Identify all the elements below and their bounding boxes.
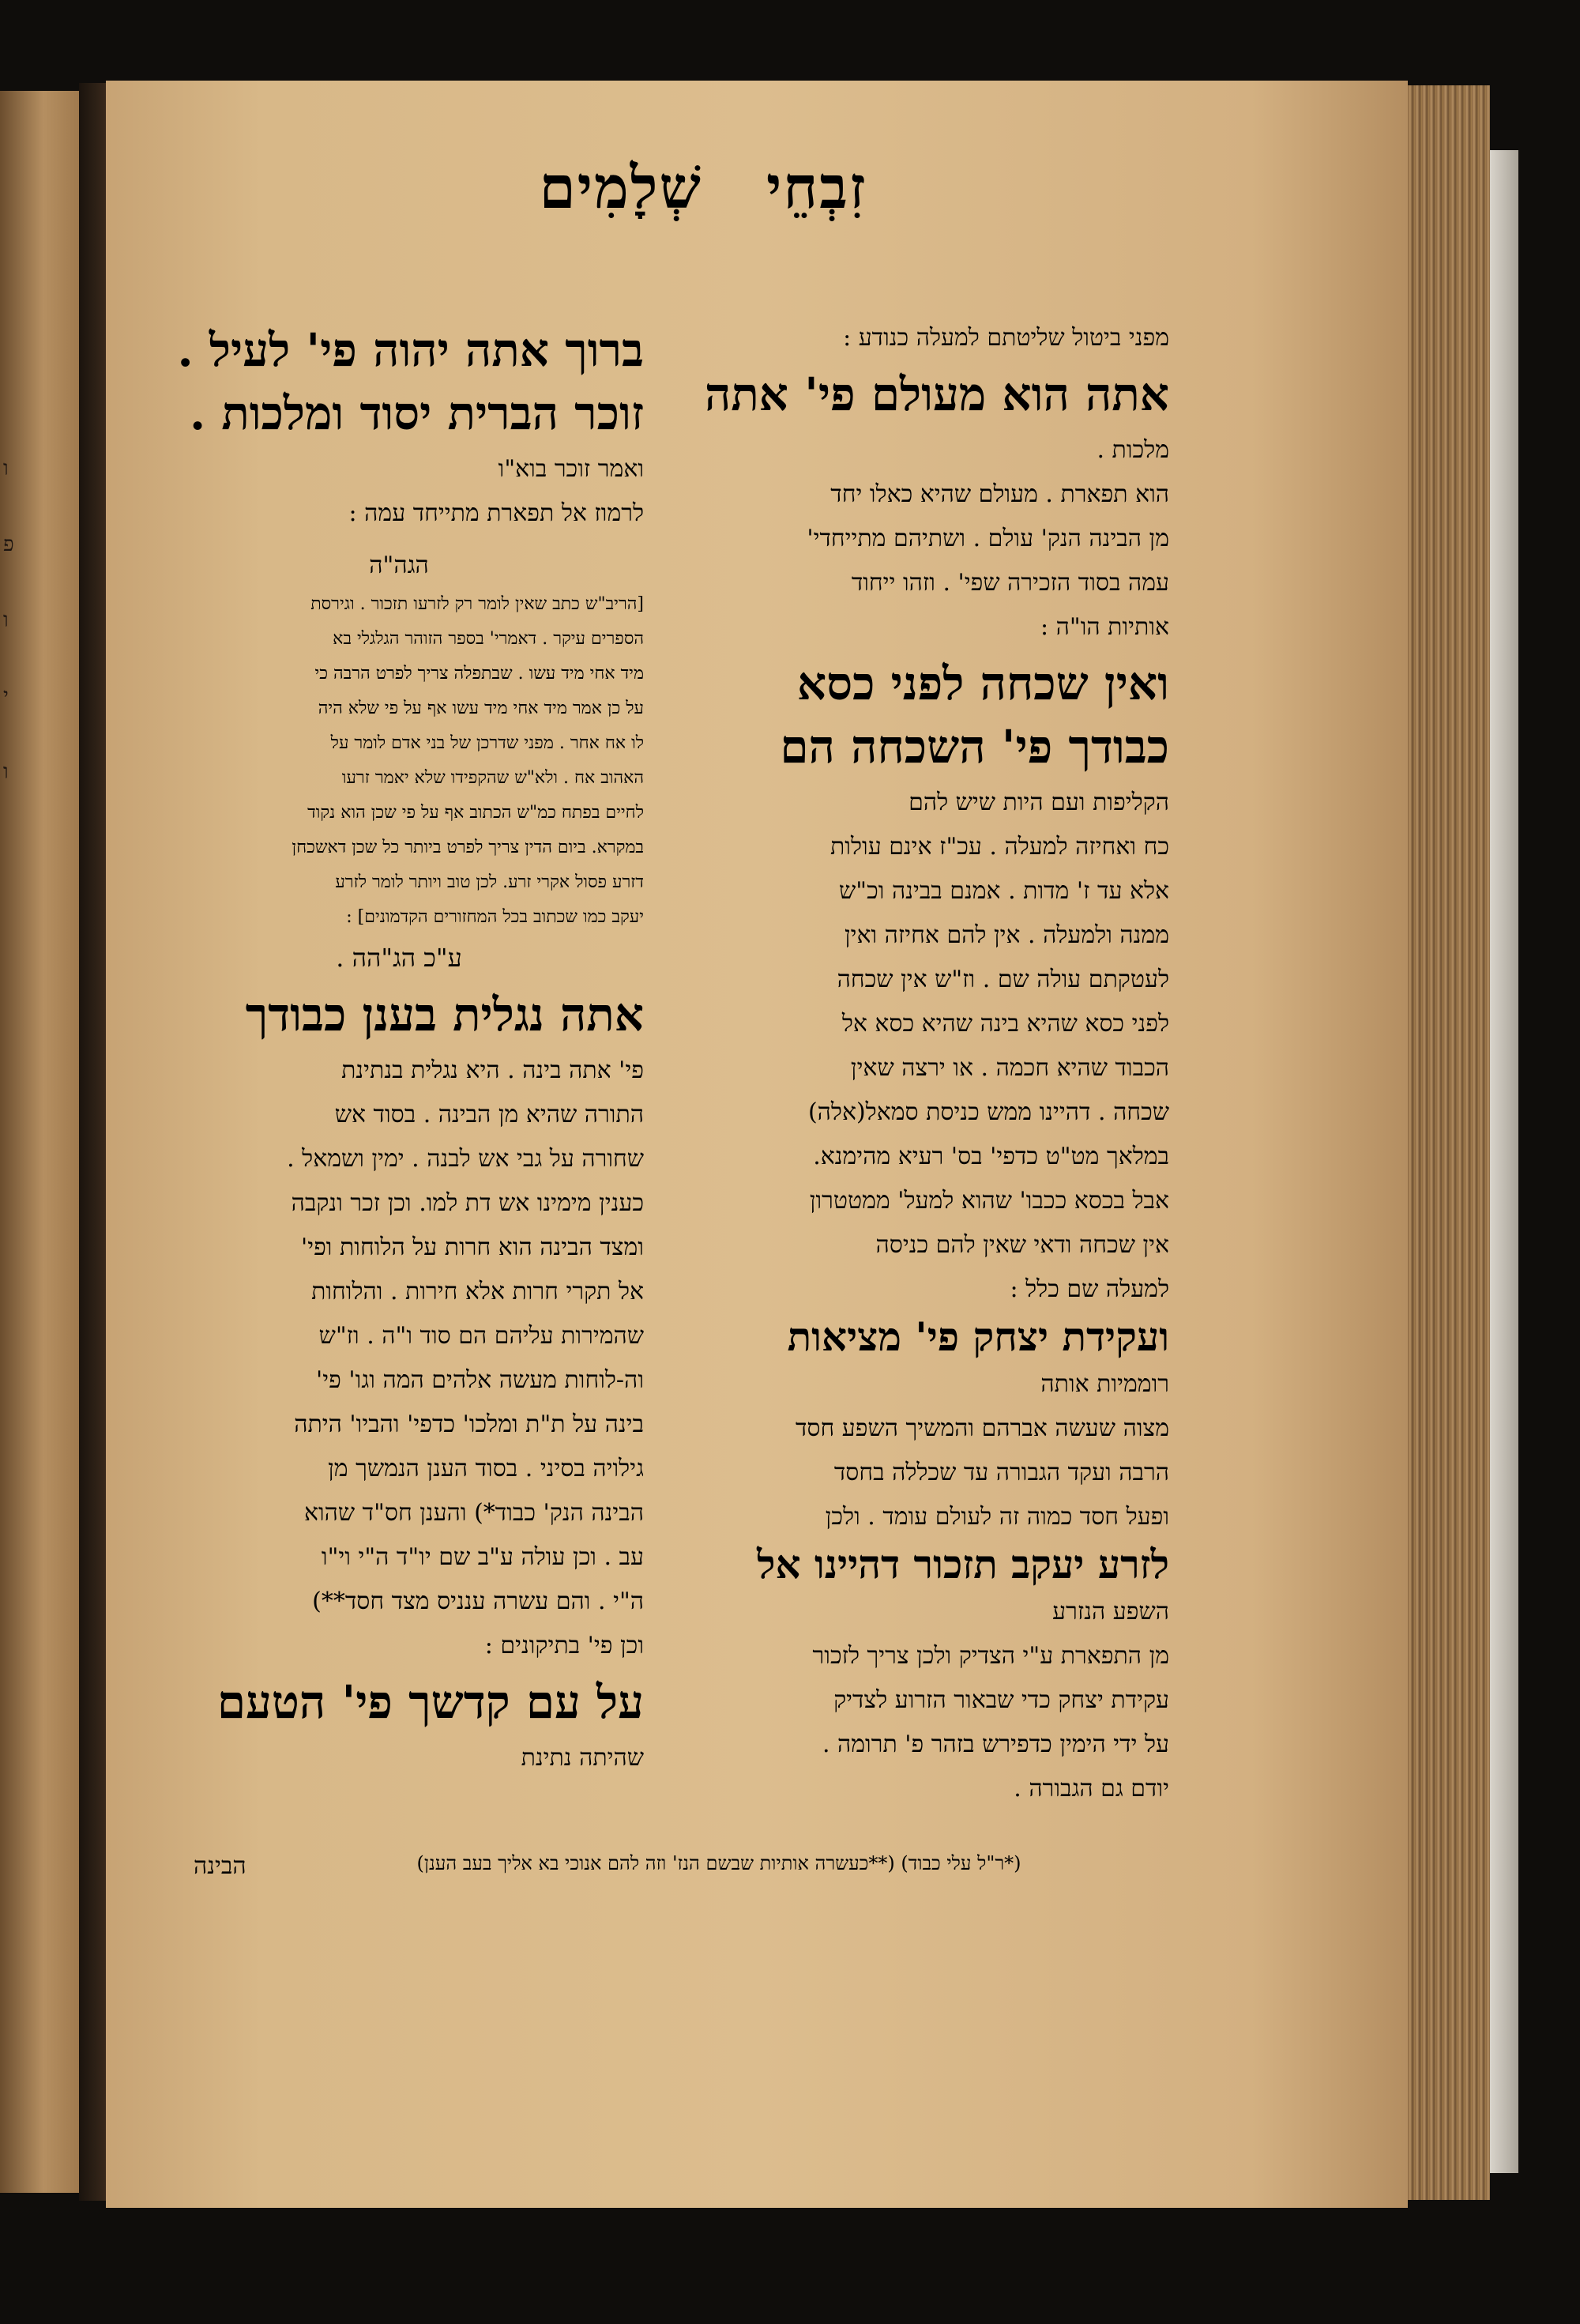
catchword: הבינה bbox=[194, 1852, 246, 1880]
header-left-word: שְׁלָמִים bbox=[539, 154, 702, 222]
left-column-continuation bbox=[154, 985, 644, 1780]
text-line: לעטקתם עולה שם . וז"ש אין שכחה bbox=[837, 966, 1169, 993]
text-line: שכחה . דהיינו ממש כניסת סמאל(אלה) bbox=[807, 1098, 1169, 1126]
text-line: ואמר זוכר בוא"ו bbox=[498, 455, 644, 483]
text-line: לרמוז אל תפארת מתייחד עמה : bbox=[348, 499, 644, 527]
text-line: שחורה על גבי אש לבנה . ימין ושמאל . bbox=[287, 1145, 644, 1173]
previous-page-letters: ו פ ו י ו bbox=[3, 457, 14, 784]
gloss-line: במקרא. ביום הדין צריך לפרט ביותר כל שכן דאשכחן bbox=[292, 838, 644, 857]
heading-line: זוכר הברית יסוד ומלכות . bbox=[189, 386, 644, 440]
running-header bbox=[348, 154, 1059, 241]
text-line: במלאך מט"ט כדפי' בס' רעיא מהימנא. bbox=[813, 1143, 1169, 1170]
heading-line: ועקידת יצחק פי' מציאות bbox=[787, 1313, 1169, 1360]
text-line: מפני ביטול שליטתם למעלה כנודע : bbox=[843, 324, 1169, 352]
text-line: הכבוד שהיא חכמה . או ירצה שאין bbox=[850, 1054, 1169, 1082]
text-line: אל תקרי חרות אלא חירות . והלוחות bbox=[311, 1278, 644, 1305]
text-line: מן הבינה הנק' עולם . ושתיהם מתייחדי' bbox=[807, 525, 1169, 552]
text-line: בינה על ת"ת ומלכו' כדפי' והביו' היתה bbox=[294, 1411, 644, 1438]
text-line: מלכות . bbox=[1097, 436, 1169, 464]
page-stack-edge bbox=[1408, 85, 1490, 2200]
heading-line: אתה הוא מעולם פי' אתה bbox=[704, 367, 1169, 421]
text-line: פי' אתה בינה . היא נגלית בנתינת bbox=[341, 1057, 644, 1084]
text-line: הוא תפארת . מעולם שהיא כאלו יחד bbox=[830, 480, 1169, 508]
gloss-line: מיד אחי מיד עשו . שבתפלה צריך לפרט הרבה כי bbox=[314, 664, 644, 684]
text-line: אבל בכסא ככבו' שהוא למעל' ממטטרון bbox=[809, 1187, 1169, 1215]
text-line: רוממיות אותה bbox=[1040, 1370, 1169, 1398]
text-line: לפני כסא שהיא בינה שהיא כסא אל bbox=[841, 1010, 1169, 1038]
text-line: ופעל חסד כמוה זה לעולם עומד . ולכן bbox=[825, 1503, 1169, 1531]
text-line: ה"י . והם עשרה ענניס מצד חסד**) bbox=[312, 1588, 644, 1615]
gloss-lines bbox=[154, 587, 644, 935]
heading-line: כבודך פי' השכחה הם bbox=[780, 720, 1169, 774]
text-line: מן התפארת ע"י הצדיק ולכן צריך לזכור bbox=[812, 1642, 1169, 1670]
text-line: הבינה הנק' כבוד*) והענן חס"ד שהוא bbox=[303, 1499, 644, 1527]
text-line: הרבה ועקד הגבורה עד שכללה בחסד bbox=[833, 1459, 1169, 1486]
text-line: אלא עד ז' מדות . אמנם בבינה וכ"ש bbox=[839, 877, 1169, 905]
previous-page-edge bbox=[0, 91, 85, 2193]
heading-line: על עם קדשך פי' הטעם bbox=[216, 1675, 644, 1729]
gloss-line: יעקב כמו שכתוב בכל המחזורים הקדמונים] : bbox=[346, 907, 644, 927]
gloss-block bbox=[154, 552, 644, 973]
footnote: (*ר"ל עלי כבוד) (**כעשרה אותיות שבשם הנז' וזה להם אנוכי בא אליך בעב הענן) bbox=[416, 1852, 1021, 1874]
book-cover-edge bbox=[1490, 150, 1518, 2173]
text-line: יודם גם הגבורה . bbox=[1014, 1775, 1169, 1802]
text-line: ממנה ולמעלה . אין להם אחיזה ואין bbox=[844, 921, 1169, 949]
gloss-title: הגה"ה bbox=[369, 552, 429, 579]
gloss-line: [הריב"ש כתב שאין לומר רק לזרעו תזכור . וגירסת bbox=[310, 594, 644, 614]
text-line: אותיות הו"ה : bbox=[1040, 613, 1169, 641]
heading-line: לזרע יעקב תזכור דהיינו אל bbox=[757, 1541, 1169, 1588]
text-line: על ידי הימין כדפירש בזהר פ' תרומה . bbox=[822, 1731, 1169, 1758]
text-line: עמה בסוד הזכירה שפי' . וזהו ייחוד bbox=[851, 569, 1169, 597]
text-line: וה-לוחות מעשה אלהים המה וגו' פי' bbox=[316, 1366, 644, 1394]
text-line: עקידת יצחק כדי שבאור הזרוע לצדיק bbox=[833, 1686, 1169, 1714]
text-line: השפע הנזרע bbox=[1052, 1598, 1169, 1625]
text-line: אין שכחה ודאי שאין להם כניסה bbox=[875, 1231, 1169, 1259]
gloss-end: ע"כ הג"הה . bbox=[336, 943, 462, 973]
text-line: וכן פי' בתיקונים : bbox=[484, 1632, 644, 1659]
left-column-opening bbox=[154, 321, 644, 536]
text-line: התורה שהיא מן הבינה . בסוד אש bbox=[334, 1101, 644, 1128]
text-line: גילויה בסיני . בסוד הענן הנמשך מן bbox=[328, 1455, 644, 1482]
gloss-line: לחיים בפתח כמ"ש הכתוב אף על פי שכן הוא נקוד bbox=[307, 803, 644, 823]
text-line: כח ואחיזה למעלה . עכ"ז אינם עולות bbox=[830, 833, 1169, 861]
text-line: עב . וכן עולה ע"ב שם יו"ד ה"י וי"ו bbox=[321, 1543, 644, 1571]
heading-line: אתה נגלית בענן כבודך bbox=[245, 988, 644, 1041]
text-line: מצוה שעשה אברהם והמשיך השפע חסד bbox=[796, 1414, 1169, 1442]
left-text-column bbox=[154, 316, 644, 1780]
text-line: שהמירות עליהם הם סוד ו"ה . וז"ש bbox=[318, 1322, 644, 1350]
text-line: שהיתה נתינת bbox=[521, 1744, 644, 1772]
heading-line: ואין שכחה לפני כסא bbox=[796, 657, 1169, 710]
gloss-line: על כן אמר מיד אחי מיד עשו אף על פי שלא היה bbox=[318, 699, 644, 718]
text-line: ומצד הבינה הוא חרות על הלוחות ופי' bbox=[300, 1234, 644, 1261]
text-line: הקליפות ועם היות שיש להם bbox=[908, 789, 1169, 816]
right-text-column bbox=[679, 316, 1169, 1811]
gloss-line: דזרע פסול אקרי זרע. לכן טוב ויותר לומר לזרע bbox=[335, 872, 644, 892]
gloss-line: האהוב אח . ולא"ש שהקפידו שלא יאמר זרעו bbox=[341, 768, 644, 788]
text-line: למעלה שם כלל : bbox=[1010, 1275, 1169, 1303]
header-right-word: זִבְחֵי bbox=[766, 154, 867, 222]
gloss-line: לו אח אחר . מפני שדרכן של בני אדם לומר על bbox=[330, 733, 644, 753]
heading-line: ברוך אתה יהוה פי' לעיל . bbox=[177, 323, 644, 377]
text-line: כענין מימינו אש דת למו. וכן זכר ונקבה bbox=[291, 1189, 644, 1217]
book-gutter bbox=[79, 83, 107, 2201]
gloss-line: הספרים עיקר . דאמרי' בספר הזוהר הגלגלי בא bbox=[333, 629, 644, 649]
